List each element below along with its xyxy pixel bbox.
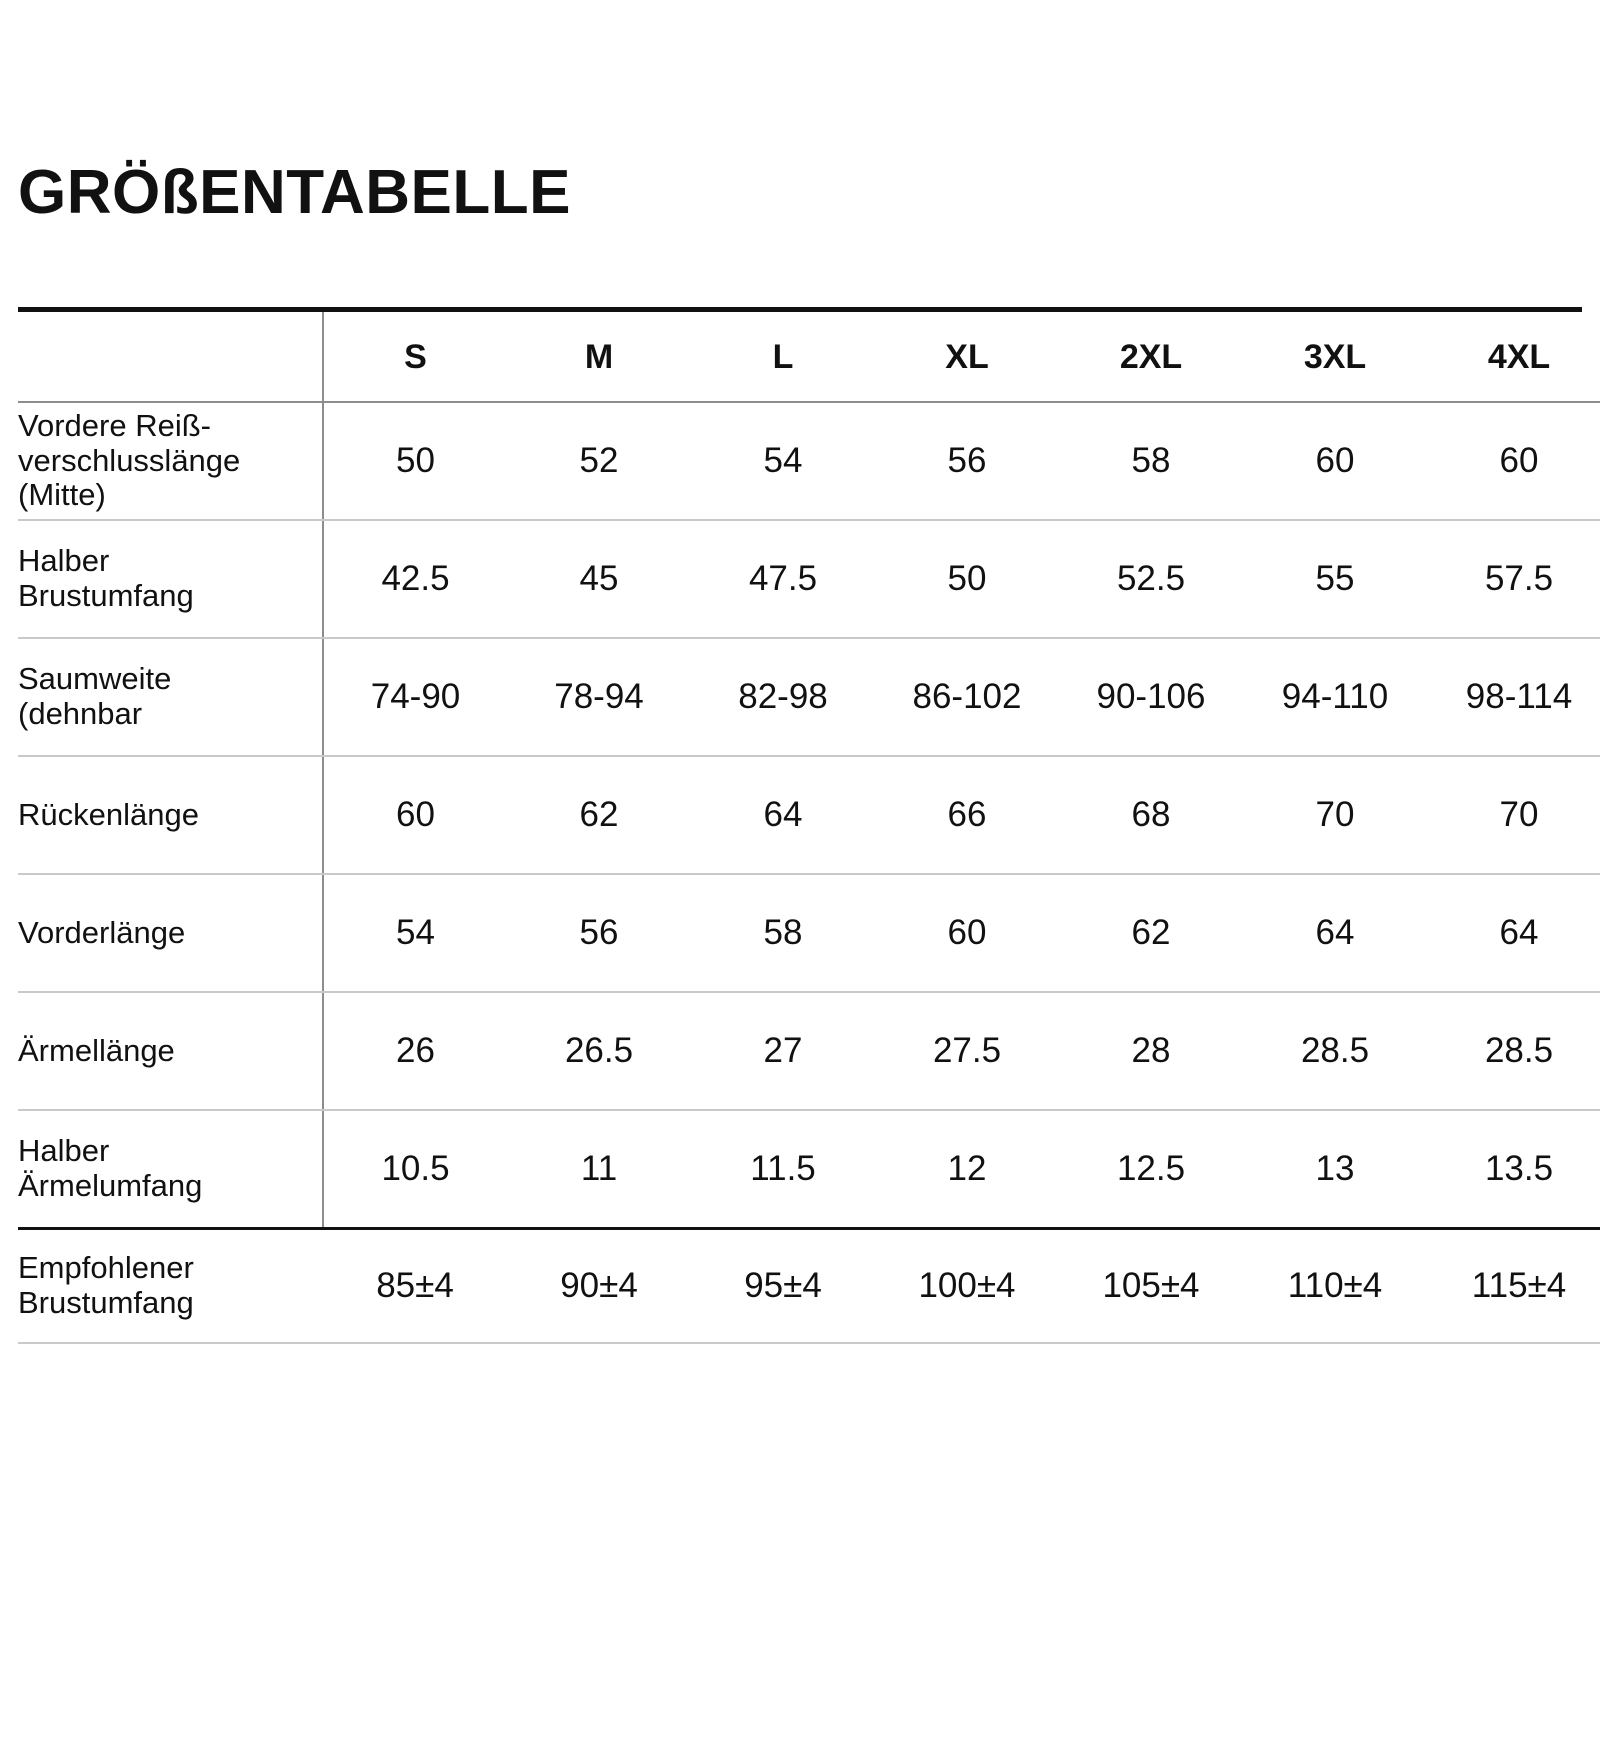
cell-value: 64 xyxy=(1427,874,1600,992)
table-row xyxy=(18,756,1600,874)
cell-value: 98-114 xyxy=(1427,638,1600,756)
cell-value: 13 xyxy=(1243,1110,1427,1229)
cell-value: 27.5 xyxy=(875,992,1059,1110)
table-row-recommended xyxy=(18,1229,1600,1344)
row-label xyxy=(18,638,323,756)
row-label-line: Saumweite xyxy=(18,661,172,697)
cell-value: 68 xyxy=(1059,756,1243,874)
cell-value: 50 xyxy=(323,402,507,520)
cell-value: 47.5 xyxy=(691,520,875,638)
row-label xyxy=(18,1229,323,1344)
row-label-line: Ärmelumfang xyxy=(18,1168,203,1204)
cell-value: 52 xyxy=(507,402,691,520)
cell-value: 26.5 xyxy=(507,992,691,1110)
column-header-3xl: 3XL xyxy=(1243,312,1427,402)
table-header xyxy=(18,312,1600,402)
cell-value: 90-106 xyxy=(1059,638,1243,756)
cell-value: 12 xyxy=(875,1110,1059,1229)
table-body xyxy=(18,402,1600,1343)
row-label-line: Halber xyxy=(18,543,110,579)
column-header-2xl: 2XL xyxy=(1059,312,1243,402)
cell-value: 70 xyxy=(1427,756,1600,874)
row-label xyxy=(18,992,323,1110)
row-label xyxy=(18,874,323,992)
cell-value: 78-94 xyxy=(507,638,691,756)
size-chart-table xyxy=(18,312,1600,1344)
row-label-line: (dehnbar xyxy=(18,696,143,732)
cell-value: 105±4 xyxy=(1059,1229,1243,1344)
cell-value: 52.5 xyxy=(1059,520,1243,638)
row-label-line: (Mitte) xyxy=(18,477,106,513)
cell-value: 115±4 xyxy=(1427,1229,1600,1344)
cell-value: 66 xyxy=(875,756,1059,874)
row-label-line: Halber xyxy=(18,1133,110,1169)
cell-value: 56 xyxy=(875,402,1059,520)
cell-value: 45 xyxy=(507,520,691,638)
cell-value: 13.5 xyxy=(1427,1110,1600,1229)
row-label-line: verschlusslänge xyxy=(18,442,241,478)
cell-value: 10.5 xyxy=(323,1110,507,1229)
table-row xyxy=(18,1110,1600,1229)
cell-value: 28 xyxy=(1059,992,1243,1110)
cell-value: 90±4 xyxy=(507,1229,691,1344)
cell-value: 60 xyxy=(1427,402,1600,520)
cell-value: 64 xyxy=(1243,874,1427,992)
column-header-m: M xyxy=(507,312,691,402)
cell-value: 70 xyxy=(1243,756,1427,874)
cell-value: 58 xyxy=(1059,402,1243,520)
table-row xyxy=(18,520,1600,638)
cell-value: 54 xyxy=(323,874,507,992)
cell-value: 64 xyxy=(691,756,875,874)
row-label-line: Vorderlänge xyxy=(18,914,186,950)
column-header-xl: XL xyxy=(875,312,1059,402)
page-title: GRÖßENTABELLE xyxy=(18,158,571,227)
cell-value: 50 xyxy=(875,520,1059,638)
table-row xyxy=(18,992,1600,1110)
cell-value: 58 xyxy=(691,874,875,992)
column-header-4xl: 4XL xyxy=(1427,312,1600,402)
cell-value: 62 xyxy=(507,756,691,874)
cell-value: 11 xyxy=(507,1110,691,1229)
cell-value: 60 xyxy=(1243,402,1427,520)
row-label-line: Rückenlänge xyxy=(18,796,199,832)
column-header-s: S xyxy=(323,312,507,402)
cell-value: 11.5 xyxy=(691,1110,875,1229)
cell-value: 60 xyxy=(875,874,1059,992)
cell-value: 42.5 xyxy=(323,520,507,638)
cell-value: 82-98 xyxy=(691,638,875,756)
row-label-line: Empfohlener xyxy=(18,1250,194,1286)
cell-value: 28.5 xyxy=(1427,992,1600,1110)
cell-value: 28.5 xyxy=(1243,992,1427,1110)
cell-value: 74-90 xyxy=(323,638,507,756)
cell-value: 12.5 xyxy=(1059,1110,1243,1229)
row-label xyxy=(18,756,323,874)
table-row xyxy=(18,874,1600,992)
cell-value: 86-102 xyxy=(875,638,1059,756)
row-label-line: Ärmellänge xyxy=(18,1032,175,1068)
cell-value: 95±4 xyxy=(691,1229,875,1344)
cell-value: 27 xyxy=(691,992,875,1110)
table-row xyxy=(18,402,1600,520)
cell-value: 94-110 xyxy=(1243,638,1427,756)
cell-value: 54 xyxy=(691,402,875,520)
cell-value: 26 xyxy=(323,992,507,1110)
row-label xyxy=(18,402,323,520)
cell-value: 56 xyxy=(507,874,691,992)
cell-value: 85±4 xyxy=(323,1229,507,1344)
row-label xyxy=(18,1110,323,1229)
size-chart-page xyxy=(0,160,1600,1760)
column-header-l: L xyxy=(691,312,875,402)
cell-value: 110±4 xyxy=(1243,1229,1427,1344)
table-row xyxy=(18,638,1600,756)
cell-value: 57.5 xyxy=(1427,520,1600,638)
cell-value: 100±4 xyxy=(875,1229,1059,1344)
cell-value: 60 xyxy=(323,756,507,874)
cell-value: 62 xyxy=(1059,874,1243,992)
cell-value: 55 xyxy=(1243,520,1427,638)
column-header-measurement xyxy=(18,312,323,402)
row-label xyxy=(18,520,323,638)
row-label-line: Brustumfang xyxy=(18,1285,194,1321)
row-label-line: Vordere Reiß- xyxy=(18,408,211,444)
row-label-line: Brustumfang xyxy=(18,578,194,614)
